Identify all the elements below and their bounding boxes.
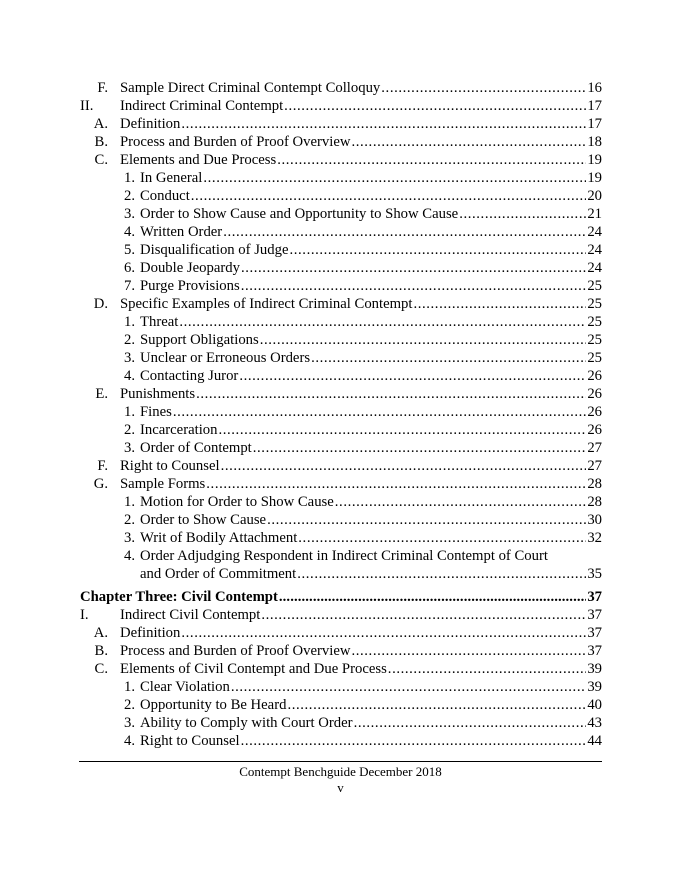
toc-entry-number: 4.	[123, 548, 135, 564]
toc-entry-title: Elements and Due Process	[120, 152, 277, 168]
toc-entry[interactable]	[80, 223, 602, 241]
toc-page-number: 25	[587, 296, 602, 312]
toc-entry[interactable]	[80, 696, 602, 714]
toc-entry-number: G.	[93, 476, 108, 492]
toc-entry[interactable]	[80, 660, 602, 678]
toc-entry-number: 2.	[123, 512, 135, 528]
toc-page-number: 24	[587, 224, 602, 240]
toc-entry-title: Disqualification of Judge	[140, 242, 289, 258]
toc-dot-leader	[287, 696, 586, 714]
toc-page-number: 37	[587, 625, 602, 641]
toc-entry-title: and Order of Commitment	[140, 566, 297, 582]
toc-entry-number: 1.	[123, 170, 135, 186]
toc-page-number: 19	[587, 152, 602, 168]
toc-entry[interactable]	[80, 367, 602, 385]
toc-page-number: 16	[587, 80, 602, 96]
toc-dot-leader	[261, 606, 586, 624]
toc-page-number: 44	[587, 733, 602, 749]
toc-entry-title: Order of Contempt	[140, 440, 252, 456]
toc-entry-number: 2.	[123, 422, 135, 438]
toc-entry-number: 1.	[123, 404, 135, 420]
toc-entry-title: Definition	[120, 625, 181, 641]
toc-dot-leader	[260, 331, 587, 349]
toc-entry-title: Unclear or Erroneous Orders	[140, 350, 311, 366]
toc-entry-title: Sample Direct Criminal Contempt Colloquy	[120, 80, 381, 96]
toc-entry-number: I.	[80, 607, 89, 623]
toc-dot-leader	[279, 588, 586, 606]
toc-entry[interactable]	[80, 277, 602, 295]
toc-entry[interactable]	[80, 529, 602, 547]
toc-dot-leader	[239, 367, 586, 385]
toc-entry-title: Support Obligations	[140, 332, 259, 348]
toc-entry-title: Written Order	[140, 224, 223, 240]
toc-entry[interactable]	[80, 385, 602, 403]
toc-entry-title: Definition	[120, 116, 181, 132]
toc-page-number: 35	[587, 566, 602, 582]
toc-entry-number: 3.	[123, 440, 135, 456]
toc-entry-number: 4.	[123, 368, 135, 384]
toc-entry-title: Fines	[140, 404, 172, 420]
toc-dot-leader	[196, 385, 586, 403]
toc-entry-title: In General	[140, 170, 203, 186]
toc-entry-number: 4.	[123, 224, 135, 240]
toc-page-number: 37	[587, 607, 602, 623]
toc-dot-leader	[351, 642, 586, 660]
toc-dot-leader	[381, 79, 586, 97]
toc-dot-leader	[277, 151, 586, 169]
toc-page-number: 25	[587, 332, 602, 348]
toc-entry-number: 2.	[123, 188, 135, 204]
toc-entry[interactable]	[80, 511, 602, 529]
toc-dot-leader	[206, 475, 586, 493]
toc-entry-title: Specific Examples of Indirect Criminal Contempt	[120, 296, 413, 312]
toc-entry-number: A.	[93, 625, 108, 641]
toc-entry-title: Indirect Criminal Contempt	[120, 98, 284, 114]
footer-title: Contempt Benchguide December 2018	[239, 764, 442, 779]
toc-entry-number: 3.	[123, 350, 135, 366]
toc-page-number: 26	[587, 386, 602, 402]
toc-entry[interactable]	[80, 714, 602, 732]
toc-entry-title: Process and Burden of Proof Overview	[120, 134, 351, 150]
toc-entry-number: 6.	[123, 260, 135, 276]
toc-entry-number: 1.	[123, 314, 135, 330]
toc-entry[interactable]	[80, 313, 602, 331]
toc-dot-leader	[354, 714, 587, 732]
toc-entry[interactable]	[80, 79, 602, 97]
toc-page-number: 21	[587, 206, 602, 222]
toc-page-number: 27	[587, 440, 602, 456]
toc-dot-leader	[297, 565, 586, 583]
toc-entry[interactable]	[80, 732, 602, 750]
toc-entry[interactable]	[80, 205, 602, 223]
toc-entry-number: 7.	[123, 278, 135, 294]
toc-entry-title: Writ of Bodily Attachment	[140, 530, 298, 546]
toc-page-number: 17	[587, 116, 602, 132]
toc-page-number: 30	[587, 512, 602, 528]
toc-entry-title: Incarceration	[140, 422, 218, 438]
toc-entry[interactable]	[80, 241, 602, 259]
toc-entry-title: Clear Violation	[140, 679, 230, 695]
toc-page-number: 20	[587, 188, 602, 204]
toc-entry-number: B.	[94, 643, 108, 659]
toc-page-number: 26	[587, 368, 602, 384]
toc-entry[interactable]	[80, 678, 602, 696]
toc-entry-title: Purge Provisions	[140, 278, 240, 294]
toc-page-number: 28	[587, 494, 602, 510]
page-footer	[79, 761, 602, 796]
toc-dot-leader	[191, 187, 587, 205]
toc-entry[interactable]	[80, 606, 602, 624]
toc-entry[interactable]	[80, 115, 602, 133]
toc-page-number: 43	[587, 715, 602, 731]
toc-entry-number: 3.	[123, 715, 135, 731]
toc-dot-leader	[388, 660, 587, 678]
toc-page-number: 24	[587, 242, 602, 258]
toc-page-number: 26	[587, 404, 602, 420]
toc-entry[interactable]	[80, 403, 602, 421]
toc-entry-number: B.	[94, 134, 108, 150]
toc-dot-leader	[181, 624, 586, 642]
toc-entry-title: Right to Counsel	[140, 733, 240, 749]
toc-entry-number: 5.	[123, 242, 135, 258]
toc-dot-leader	[203, 169, 586, 187]
toc-entry-title: Process and Burden of Proof Overview	[120, 643, 351, 659]
toc-page-number: 39	[587, 661, 602, 677]
toc-entry[interactable]	[80, 439, 602, 457]
toc-entry-title: Opportunity to Be Heard	[140, 697, 287, 713]
toc-dot-leader	[298, 529, 586, 547]
toc-dot-leader	[173, 403, 586, 421]
toc-entry-title: Contacting Juror	[140, 368, 239, 384]
table-of-contents	[80, 79, 602, 750]
toc-dot-leader	[221, 457, 587, 475]
toc-entry-number: II.	[80, 98, 94, 114]
toc-entry-number: C.	[94, 661, 108, 677]
toc-entry-title: Order Adjudging Respondent in Indirect Criminal Contempt of Court	[140, 548, 548, 564]
toc-dot-leader	[181, 115, 586, 133]
toc-entry-number: 4.	[123, 733, 135, 749]
toc-entry[interactable]	[80, 421, 602, 439]
toc-page-number: 19	[587, 170, 602, 186]
toc-entry-number: E.	[95, 386, 108, 402]
toc-entry-title: Punishments	[120, 386, 196, 402]
toc-entry-number: D.	[93, 296, 108, 312]
toc-entry[interactable]	[80, 475, 602, 493]
toc-page-number: 27	[587, 458, 602, 474]
toc-dot-leader	[241, 277, 587, 295]
toc-page-number: 25	[587, 314, 602, 330]
toc-page-number: 28	[587, 476, 602, 492]
toc-page-number: 37	[587, 589, 602, 605]
toc-entry-number: F.	[97, 80, 108, 96]
toc-page-number: 37	[587, 643, 602, 659]
toc-dot-leader	[413, 295, 586, 313]
toc-entry-title: Motion for Order to Show Cause	[140, 494, 334, 510]
toc-dot-leader	[218, 421, 586, 439]
toc-entry-number: F.	[97, 458, 108, 474]
toc-chapter-heading[interactable]	[80, 588, 602, 606]
toc-entry[interactable]	[80, 457, 602, 475]
toc-entry[interactable]	[80, 547, 602, 583]
toc-entry[interactable]	[80, 133, 602, 151]
toc-entry[interactable]	[80, 331, 602, 349]
toc-dot-leader	[311, 349, 586, 367]
toc-page-number: 25	[587, 350, 602, 366]
toc-entry-number: 1.	[123, 494, 135, 510]
toc-entry-title: Double Jeopardy	[140, 260, 240, 276]
toc-entry[interactable]	[80, 624, 602, 642]
toc-dot-leader	[179, 313, 586, 331]
toc-entry-title: Threat	[140, 314, 179, 330]
toc-entry-number: 3.	[123, 206, 135, 222]
toc-dot-leader	[241, 732, 587, 750]
toc-dot-leader	[284, 97, 586, 115]
toc-dot-leader	[351, 133, 586, 151]
toc-entry-number: C.	[94, 152, 108, 168]
toc-dot-leader	[241, 259, 586, 277]
toc-entry-title: Right to Counsel	[120, 458, 220, 474]
toc-entry[interactable]	[80, 349, 602, 367]
toc-entry[interactable]	[80, 169, 602, 187]
toc-entry-title: Order to Show Cause	[140, 512, 267, 528]
toc-dot-leader	[289, 241, 586, 259]
toc-entry-title: Conduct	[140, 188, 190, 204]
toc-page-number: 40	[587, 697, 602, 713]
toc-entry-number: A.	[93, 116, 108, 132]
toc-entry[interactable]	[80, 97, 602, 115]
toc-dot-leader	[253, 439, 587, 457]
toc-dot-leader	[459, 205, 586, 223]
toc-entry-number: 1.	[123, 679, 135, 695]
toc-entry-title: Order to Show Cause and Opportunity to Show Cause	[140, 206, 459, 222]
toc-page-number: 24	[587, 260, 602, 276]
toc-dot-leader	[223, 223, 586, 241]
toc-entry[interactable]	[80, 493, 602, 511]
toc-entry-title: Sample Forms	[120, 476, 206, 492]
toc-page-number: 26	[587, 422, 602, 438]
toc-entry-number: 2.	[123, 697, 135, 713]
toc-dot-leader	[335, 493, 587, 511]
toc-entry-number: 2.	[123, 332, 135, 348]
toc-entry[interactable]	[80, 642, 602, 660]
toc-entry[interactable]	[80, 187, 602, 205]
toc-dot-leader	[231, 678, 587, 696]
toc-page-number: 18	[587, 134, 602, 150]
toc-entry-title: Chapter Three: Civil Contempt	[80, 589, 278, 605]
toc-page-number: 32	[587, 530, 602, 546]
toc-entry-title: Ability to Comply with Court Order	[140, 715, 353, 731]
toc-entry-title: Elements of Civil Contempt and Due Process	[120, 661, 387, 677]
footer-page-number: v	[337, 780, 344, 795]
toc-entry[interactable]	[80, 259, 602, 277]
toc-page-number: 17	[587, 98, 602, 114]
toc-entry-number: 3.	[123, 530, 135, 546]
toc-entry-title: Indirect Civil Contempt	[120, 607, 261, 623]
toc-page-number: 25	[587, 278, 602, 294]
toc-page-number: 39	[587, 679, 602, 695]
toc-entry[interactable]	[80, 151, 602, 169]
toc-dot-leader	[267, 511, 586, 529]
toc-entry[interactable]	[80, 295, 602, 313]
